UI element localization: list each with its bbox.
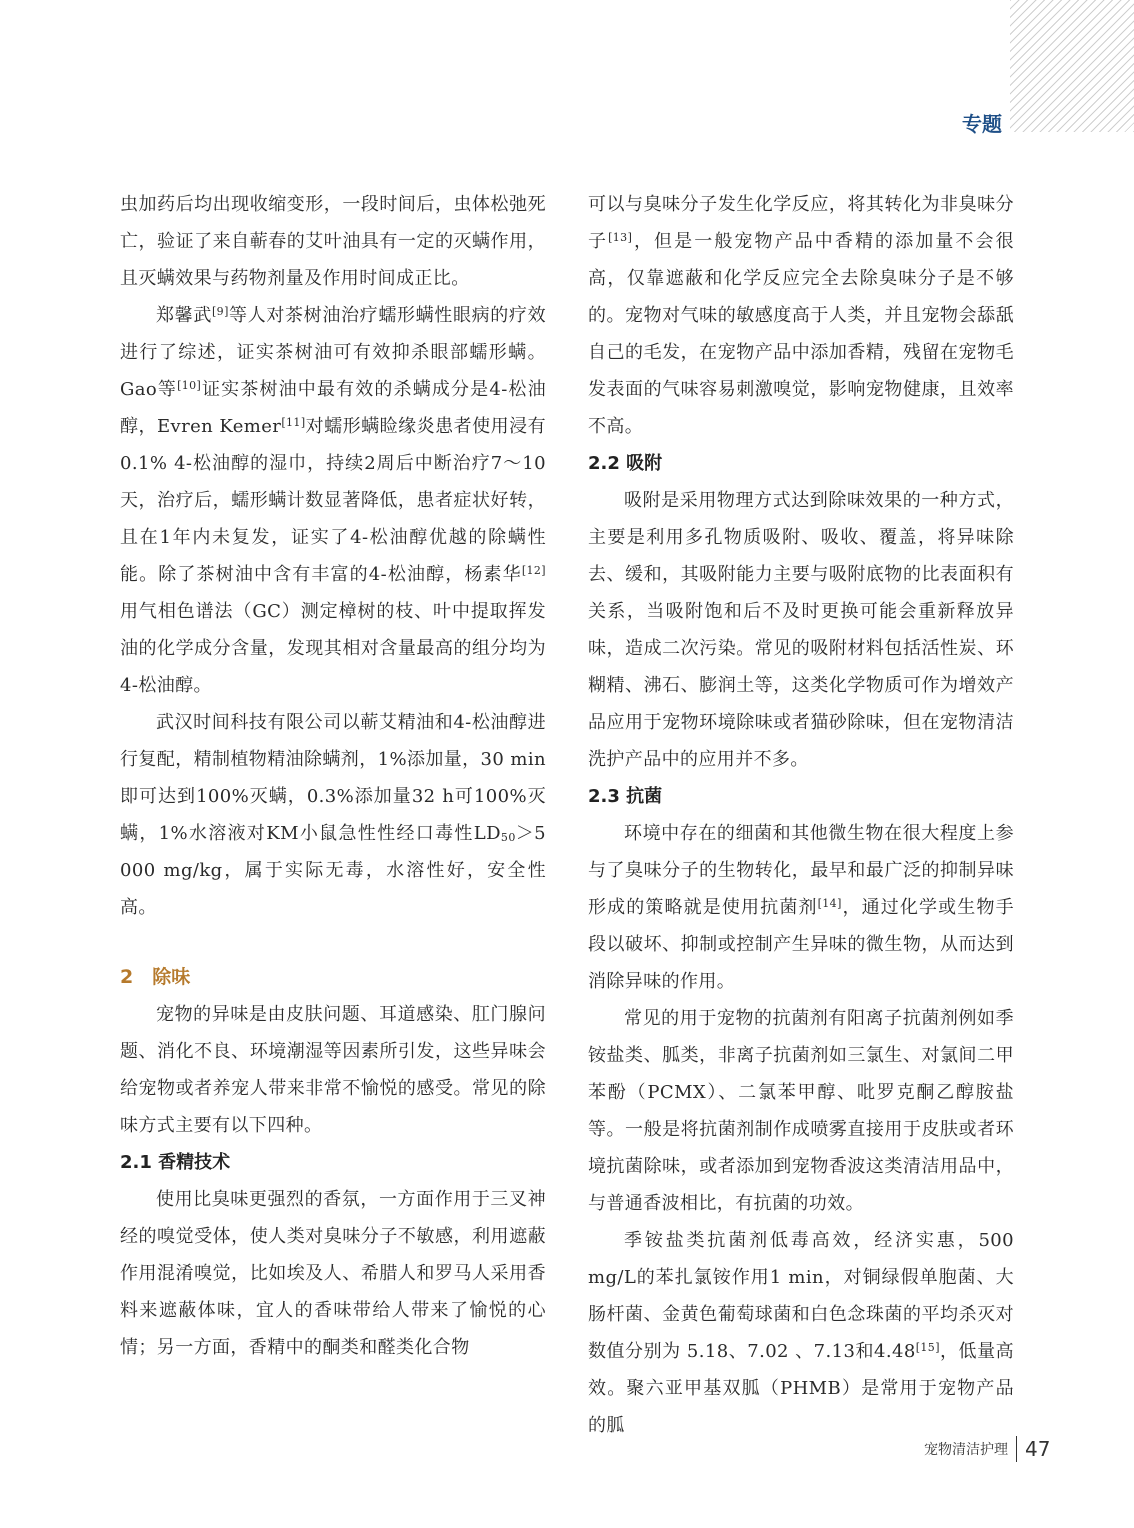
- subscript: 50: [500, 831, 516, 844]
- subsection-heading-antibacterial: 2.3 抗菌: [588, 786, 663, 807]
- paragraph: 季铵盐类抗菌剂低毒高效，经济实惠，500 mg/L的苯扎氯铵作用1 min，对铜绿假单胞菌、大肠杆菌、金黄色葡萄球菌和白色念珠菌的平均杀灭对数值分别为 5.18、7.02 、7.13和4.48[15]，低量高效。聚六亚甲基双胍（PHMB）是常用于宠物产品的胍: [588, 1230, 1015, 1436]
- subsection-heading-fragrance: 2.1 香精技术: [120, 1152, 231, 1173]
- left-column: [120, 186, 546, 1366]
- paragraph: 可以与臭味分子发生化学反应，将其转化为非臭味分子[13]，但是一般宠物产品中香精的添加量不会很高，仅靠遮蔽和化学反应完全去除臭味分子是不够的。宠物对气味的敏感度高于人类，并且宠物会舔舐自己的毛发，在宠物产品中添加香精，残留在宠物毛发表面的气味容易刺激嗅觉，影响宠物健康，且效率不高。: [588, 194, 1014, 437]
- paragraph: 吸附是采用物理方式达到除味效果的一种方式，主要是利用多孔物质吸附、吸收、覆盖，将异味除去、缓和，其吸附能力主要与吸附底物的比表面积有关系，当吸附饱和后不及时更换可能会重新释放异味，造成二次污染。常见的吸附材料包括活性炭、环糊精、沸石、膨润土等，这类化学物质可作为增效产品应用于宠物环境除味或者猫砂除味，但在宠物清洁洗护产品中的应用并不多。: [588, 490, 1014, 770]
- paragraph: 环境中存在的细菌和其他微生物在很大程度上参与了臭味分子的生物转化，最早和最广泛的抑制异味形成的策略就是使用抗菌剂[14]，通过化学或生物手段以破坏、抑制或控制产生异味的微生物，从而达到消除异味的作用。: [588, 823, 1014, 992]
- subsection-heading-adsorption: 2.2 吸附: [588, 453, 663, 474]
- citation-9[interactable]: [9]: [211, 305, 229, 318]
- section-tag: 专题: [962, 112, 1002, 136]
- section-heading-deodorization: 2 除味: [120, 966, 191, 988]
- right-column: [588, 186, 1014, 1444]
- corner-hatch-decoration: [1010, 0, 1134, 132]
- citation-12[interactable]: [12]: [521, 564, 546, 577]
- page-footer: [924, 1436, 1050, 1462]
- paragraph: 使用比臭味更强烈的香氛，一方面作用于三叉神经的嗅觉受体，使人类对臭味分子不敏感，利用遮蔽作用混淆嗅觉，比如埃及人、希腊人和罗马人采用香料来遮蔽体味，宜人的香味带给人带来了愉悦的心情；另一方面，香精中的酮类和醛类化合物: [120, 1189, 546, 1358]
- footer-divider: [1016, 1436, 1017, 1462]
- paragraph: 郑馨武[9]等人对茶树油治疗蠕形螨性眼病的疗效进行了综述，证实茶树油可有效抑杀眼部蠕形螨。Gao等[10]证实茶树油中最有效的杀螨成分是4-松油醇，Evren Kemer[11]对蠕形螨睑缘炎患者使用浸有0.1% 4-松油醇的湿巾，持续2周后中断治疗7～10天，治疗后，蠕形螨计数显著降低，患者症状好转，且在1年内未复发，证实了4-松油醇优越的除螨性能。除了茶树油中含有丰富的4-松油醇，杨素华[12]用气相色谱法（GC）测定樟树的枝、叶中提取挥发油的化学成分含量，发现其相对含量最高的组分均为4-松油醇。: [120, 305, 546, 696]
- paragraph: 虫加药后均出现收缩变形，一段时间后，虫体松弛死亡，验证了来自蕲春的艾叶油具有一定的灭螨作用，且灭螨效果与药物剂量及作用时间成正比。: [120, 194, 546, 289]
- citation-10[interactable]: [10]: [177, 379, 202, 392]
- citation-13[interactable]: [13]: [608, 231, 633, 244]
- journal-name: 宠物清洁护理: [924, 1442, 1008, 1458]
- paragraph: 常见的用于宠物的抗菌剂有阳离子抗菌剂例如季铵盐类、胍类，非离子抗菌剂如三氯生、对氯间二甲苯酚（PCMX）、二氯苯甲醇、吡罗克酮乙醇胺盐等。一般是将抗菌剂制作成喷雾直接用于皮肤或者环境抗菌除味，或者添加到宠物香波这类清洁用品中，与普通香波相比，有抗菌的功效。: [588, 1008, 1014, 1214]
- paragraph: 武汉时间科技有限公司以蕲艾精油和4-松油醇进行复配，精制植物精油除螨剂，1%添加量，30 min即可达到100%灭螨，0.3%添加量32 h可100%灭螨，1%水溶液对KM小鼠急性性经口毒性$LD_{50}>5$ 000 mg/kg，属于实际无毒，水溶性好，安全性高。: [120, 712, 546, 918]
- paragraph: 宠物的异味是由皮肤问题、耳道感染、肛门腺问题、消化不良、环境潮湿等因素所引发，这些异味会给宠物或者养宠人带来非常不愉悦的感受。常见的除味方式主要有以下四种。: [120, 1004, 546, 1136]
- citation-15[interactable]: [15]: [915, 1341, 940, 1354]
- page-number: 47: [1025, 1437, 1051, 1461]
- citation-14[interactable]: [14]: [817, 897, 842, 910]
- citation-11[interactable]: [11]: [281, 416, 306, 429]
